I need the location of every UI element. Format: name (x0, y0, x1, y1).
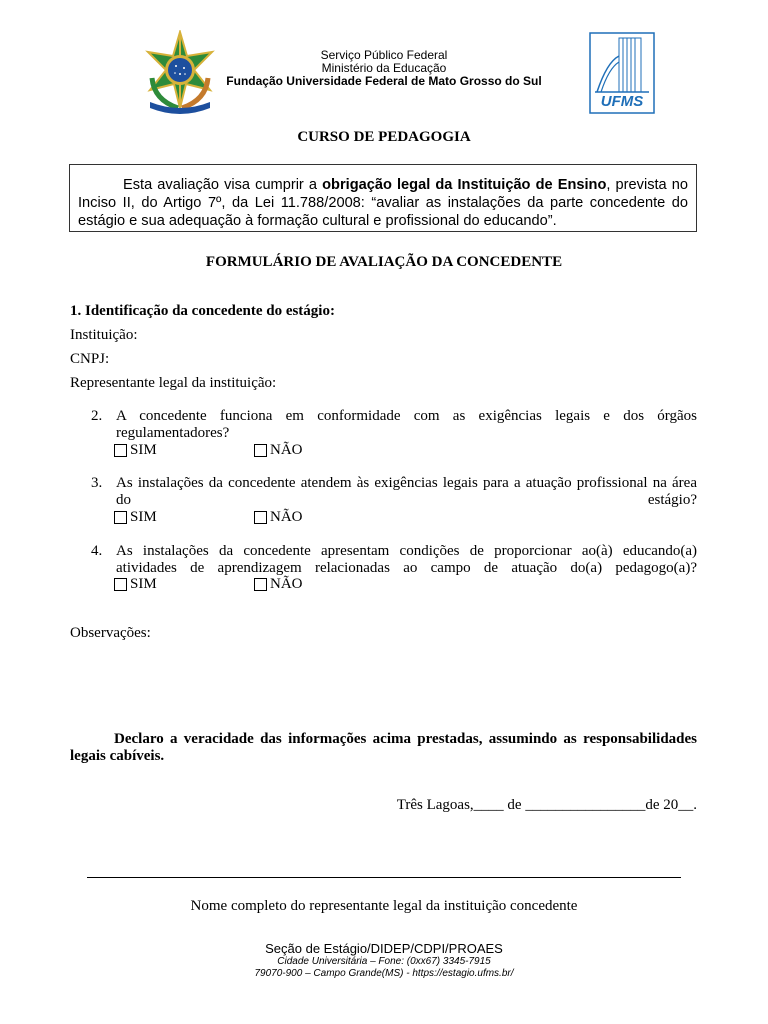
date-line: Três Lagoas,____ de ________________de 20__. (396, 797, 697, 813)
checkbox[interactable] (114, 578, 127, 591)
signature-label: Nome completo do representante legal da instituição concedente (190, 898, 578, 914)
q3-no-option[interactable] (254, 509, 303, 526)
header-line-service: Serviço Público Federal (320, 48, 448, 62)
course-title: CURSO DE PEDAGOGIA (297, 129, 471, 145)
q3-yes-option[interactable] (114, 509, 157, 526)
question-text: As instalações da concedente atendem às exigências legais para a atuação profissional na área (116, 475, 697, 491)
institution-header (226, 49, 542, 88)
question-text: A concedente funciona em conformidade com as exigências legais e dos órgãos (116, 408, 697, 424)
form-title: FORMULÁRIO DE AVALIAÇÃO DA CONCEDENTE (205, 254, 563, 270)
ufms-logo-text: UFMS (600, 93, 644, 110)
declaration-line-1: Declaro a veracidade das informações acima prestadas, assumindo as responsabilidades (114, 731, 697, 747)
option-label: SIM (130, 442, 157, 458)
q2-yes-option[interactable] (114, 442, 157, 459)
question-3 (91, 475, 697, 509)
option-label: NÃO (270, 576, 303, 592)
observations-label: Observações: (70, 625, 151, 641)
intro-text-part1: Esta avaliação visa cumprir a (123, 177, 323, 193)
option-label: NÃO (270, 509, 303, 525)
checkbox[interactable] (254, 511, 267, 524)
intro-text-bold: obrigação legal da Instituição de Ensino (322, 177, 607, 193)
declaration-line-2: legais cabíveis. (70, 748, 165, 764)
question-number: 4. (91, 543, 103, 559)
question-text-cont: do estágio? (116, 492, 697, 508)
checkbox[interactable] (114, 511, 127, 524)
checkbox[interactable] (114, 444, 127, 457)
footer (0, 941, 768, 980)
option-label: SIM (130, 509, 157, 525)
q4-yes-option[interactable] (114, 576, 157, 593)
intro-text-part2: , prevista no Inciso II, do Artigo 7º, da Lei 11.788/2008: “avaliar as instalações da parte concedente do estágio e sua adequação à formação cultural e profissional do educando”. (78, 177, 688, 229)
q4-no-option[interactable] (254, 576, 303, 593)
option-label: SIM (130, 576, 157, 592)
question-text-cont: atividades de aprendizagem relacionadas ao campo de atuação do(a) pedagogo(a)? (116, 560, 697, 576)
question-number: 2. (91, 408, 103, 424)
checkbox[interactable] (254, 578, 267, 591)
question-number: 3. (91, 475, 103, 491)
footer-office: Seção de Estágio/DIDEP/CDPI/PROAES (265, 941, 503, 956)
intro-box (69, 164, 697, 232)
ufms-logo (589, 32, 655, 114)
header-line-foundation: Fundação Universidade Federal de Mato Grosso do Sul (226, 74, 542, 88)
option-label: NÃO (270, 442, 303, 458)
declaration-text (70, 731, 697, 765)
q2-no-option[interactable] (254, 442, 303, 459)
checkbox[interactable] (254, 444, 267, 457)
signature-line (87, 877, 681, 878)
footer-contact: Cidade Universitária – Fone: (0xx67) 3345-7915 (277, 956, 491, 967)
representative-field-label: Representante legal da instituição: (70, 375, 277, 391)
footer-address: 79070-900 – Campo Grande(MS) - https://estagio.ufms.br/ (254, 968, 514, 979)
question-text: As instalações da concedente apresentam condições de proporcionar ao(à) educando(a) (116, 543, 697, 559)
question-text-cont: regulamentadores? (116, 425, 230, 441)
header-line-ministry: Ministério da Educação (321, 61, 447, 75)
institution-field-label: Instituição: (70, 327, 138, 343)
cnpj-field-label: CNPJ: (70, 351, 110, 367)
brazil-coat-of-arms-icon (140, 30, 220, 116)
section-identification-title: 1. Identificação da concedente do estágio: (70, 303, 335, 319)
question-4 (91, 543, 697, 577)
question-2 (91, 408, 697, 442)
